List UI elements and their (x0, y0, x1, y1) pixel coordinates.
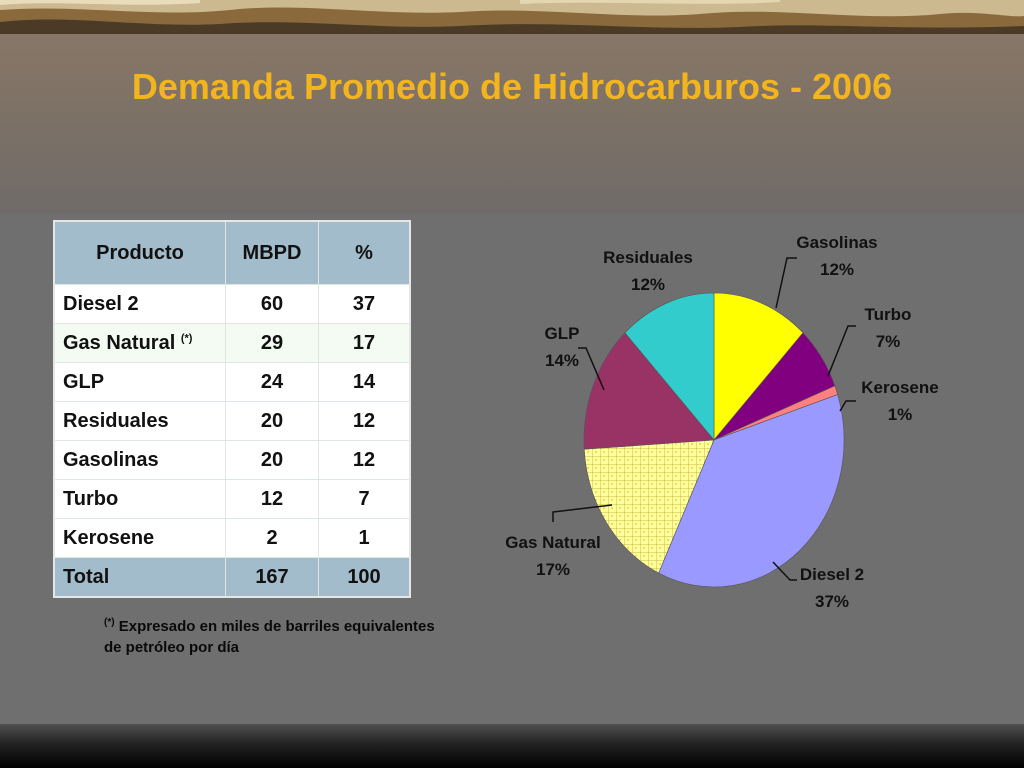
cell-product: Gasolinas (54, 441, 226, 480)
footnote-line-2: de petróleo por día (104, 639, 240, 656)
slice-label-name: Diesel 2 (799, 565, 865, 584)
cell-percent: 17 (319, 324, 411, 363)
leader-line (828, 326, 856, 376)
cell-mbpd: 60 (226, 285, 319, 324)
cell-percent: 14 (319, 363, 411, 402)
slice-label-value: 17% (535, 560, 571, 579)
cell-percent: 12 (319, 441, 411, 480)
cell-mbpd: 20 (226, 441, 319, 480)
slice-label-name: GLP (544, 324, 580, 343)
slide-title: Demanda Promedio de Hidrocarburos - 2006 (131, 66, 893, 107)
cell-mbpd: 29 (226, 324, 319, 363)
leader-line (840, 401, 856, 411)
cell-mbpd: 24 (226, 363, 319, 402)
slice-label-value: 12% (819, 260, 855, 279)
footnote-line-1: Expresado en miles de barriles equivalentes (114, 618, 435, 635)
cell-percent: 12 (319, 402, 411, 441)
footer-band (0, 724, 1024, 768)
slice-label-name: Gasolinas (796, 233, 878, 252)
cell-product: GLP (54, 363, 226, 402)
slice-label-name: Kerosene (861, 378, 939, 397)
cell-product: Turbo (54, 480, 226, 519)
cell-mbpd: 167 (226, 558, 319, 598)
cell-product: Kerosene (54, 519, 226, 558)
product-label: Gas Natural (63, 331, 176, 354)
cell-product: Diesel 2 (54, 285, 226, 324)
slice-label-value: 37% (814, 592, 850, 611)
cell-mbpd: 20 (226, 402, 319, 441)
cell-product: Residuales (54, 402, 226, 441)
cell-mbpd: 2 (226, 519, 319, 558)
slice-label-name: Gas Natural (505, 533, 601, 552)
slice-label-value: 1% (887, 405, 913, 424)
cell-percent: 1 (319, 519, 411, 558)
cell-mbpd: 12 (226, 480, 319, 519)
footnote-marker: (*) (180, 331, 193, 344)
cell-percent: 37 (319, 285, 411, 324)
header-mbpd: MBPD (226, 221, 319, 285)
cell-percent: 100 (319, 558, 411, 598)
slice-label-name: Residuales (603, 248, 693, 267)
leader-line (776, 258, 797, 308)
cell-percent: 7 (319, 480, 411, 519)
slice-label-value: 12% (630, 275, 666, 294)
cell-product: Total (54, 558, 226, 598)
footnote-marker: (*) (104, 617, 115, 628)
slice-label-value: 14% (544, 351, 580, 370)
slice-label-name: Turbo (864, 305, 912, 324)
slice-label-value: 7% (875, 332, 901, 351)
header-product: Producto (54, 221, 226, 285)
header-percent: % (319, 221, 411, 285)
